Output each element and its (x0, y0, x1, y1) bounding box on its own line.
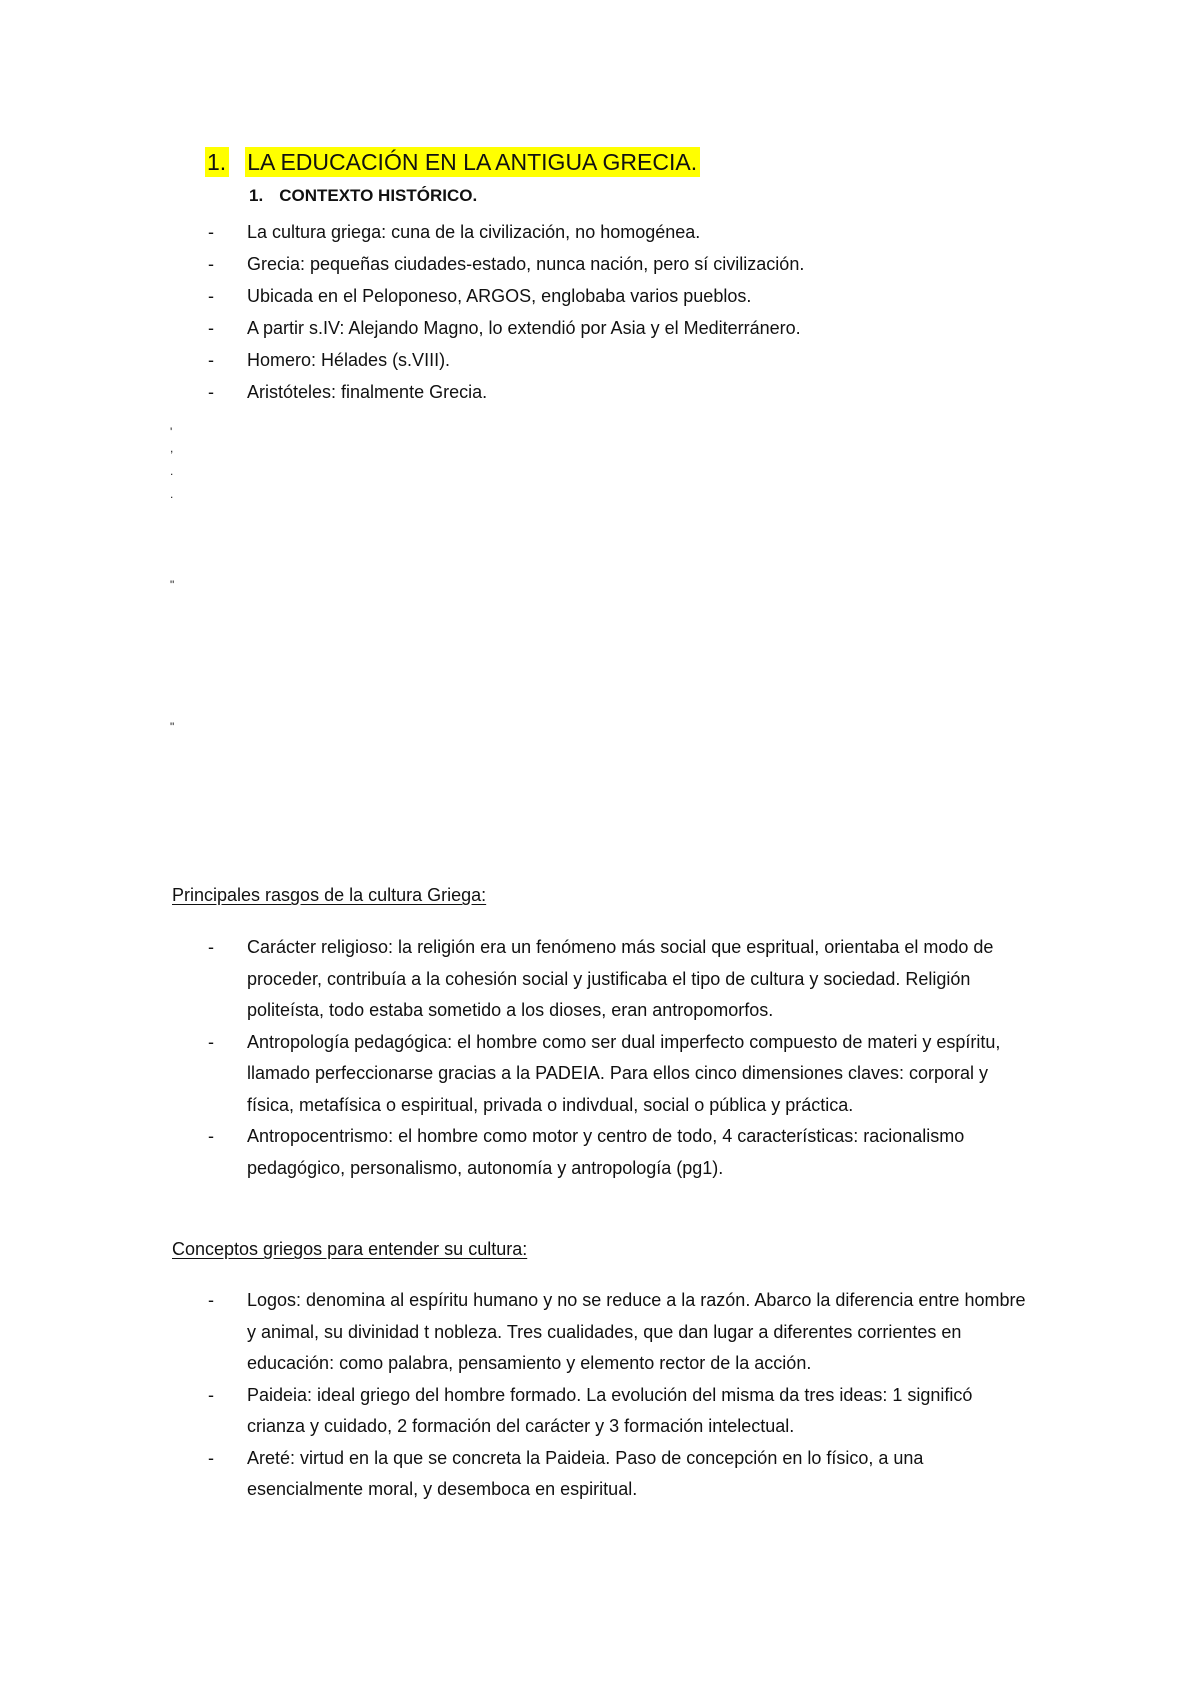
dash-bullet: - (208, 382, 214, 402)
list-item (205, 280, 1035, 312)
list-item (205, 1380, 1035, 1443)
list-item-text: Homero: Hélades (s.VIII). (247, 350, 451, 370)
list-item (205, 216, 1035, 248)
conceptos-title: Conceptos griegos para entender su cultura: (172, 1239, 528, 1259)
dash-bullet: - (208, 1126, 214, 1146)
dash-bullet: - (208, 254, 214, 274)
list-item-text: Ubicada en el Peloponeso, ARGOS, englobaba varios pueblos. (247, 286, 752, 306)
dash-bullet: - (208, 1031, 214, 1052)
main-heading (205, 147, 700, 177)
dash-bullet: - (208, 1447, 214, 1468)
list-item-text: Carácter religioso: la religión era un fenómeno más social que espritual, orientaba el modo de proceder, contribuía a la cohesión social y justificaba el tipo de cultura y sociedad. Religión politeísta, todo estaba sometido a los dioses, eran antropomorfos. (247, 937, 994, 1020)
list-item-text: Aristóteles: finalmente Grecia. (247, 382, 488, 402)
dash-bullet: - (208, 286, 214, 306)
main-heading-number: 1. (205, 147, 229, 177)
list-item (205, 1285, 1035, 1380)
rasgos-title: Principales rasgos de la cultura Griega: (172, 885, 487, 905)
main-heading-title: LA EDUCACIÓN EN LA ANTIGUA GRECIA. (245, 147, 700, 177)
list-item (205, 932, 1035, 1027)
list-item-text: A partir s.IV: Alejando Magno, lo extendió por Asia y el Mediterránero. (247, 318, 801, 338)
stray-mark: , (170, 441, 174, 455)
rasgos-list (205, 932, 1035, 1184)
stray-mark: . (170, 464, 174, 478)
dash-bullet: - (208, 937, 214, 957)
section-heading-title: CONTEXTO HISTÓRICO. (279, 186, 478, 205)
list-item (205, 1027, 1035, 1122)
stray-mark: ' (170, 425, 173, 439)
list-item-text: Grecia: pequeñas ciudades-estado, nunca nación, pero sí civilización. (247, 254, 805, 274)
stray-mark: " (170, 720, 175, 734)
dash-bullet: - (208, 318, 214, 338)
list-item (205, 1121, 1035, 1184)
conceptos-list (205, 1285, 1035, 1506)
stray-mark: " (170, 578, 175, 592)
list-item-text: Logos: denomina al espíritu humano y no se reduce a la razón. Abarco la diferencia entre hombre y animal, su divinidad t nobleza. Tres cualidades, que dan lugar a diferentes corrientes en educación: como palabra, pensamiento y elemento rector de la acción. (247, 1290, 1026, 1373)
dash-bullet: - (208, 222, 214, 242)
list-item-text: Antropología pedagógica: el hombre como ser dual imperfecto compuesto de materi y espíritu, llamado perfeccionarse gracias a la PADEIA. Para ellos cinco dimensiones claves: corporal y física, metafísica o espiritual, privada o indivdual, social o pública y práctica. (247, 1031, 1001, 1115)
list-item (205, 248, 1035, 280)
contexto-list (205, 216, 1035, 408)
dash-bullet: - (208, 350, 214, 370)
list-item (205, 312, 1035, 344)
dash-bullet: - (208, 1290, 214, 1310)
section-heading-number: 1. (249, 186, 264, 205)
list-item-text: Paideia: ideal griego del hombre formado. La evolución del misma da tres ideas: 1 significó crianza y cuidado, 2 formación del carácter y 3 formación intelectual. (247, 1384, 973, 1436)
list-item (205, 344, 1035, 376)
list-item (205, 1443, 1035, 1506)
list-item-text: Areté: virtud en la que se concreta la Paideia. Paso de concepción en lo físico, a una esencialmente moral, y desemboca en espiritual. (247, 1447, 924, 1499)
list-item-text: La cultura griega: cuna de la civilización, no homogénea. (247, 222, 701, 242)
dash-bullet: - (208, 1384, 214, 1405)
stray-mark: . (170, 487, 174, 501)
section-heading (249, 186, 477, 206)
list-item-text: Antropocentrismo: el hombre como motor y centro de todo, 4 características: racionalismo pedagógico, personalismo, autonomía y antropología (pg1). (247, 1126, 965, 1178)
list-item (205, 376, 1035, 408)
